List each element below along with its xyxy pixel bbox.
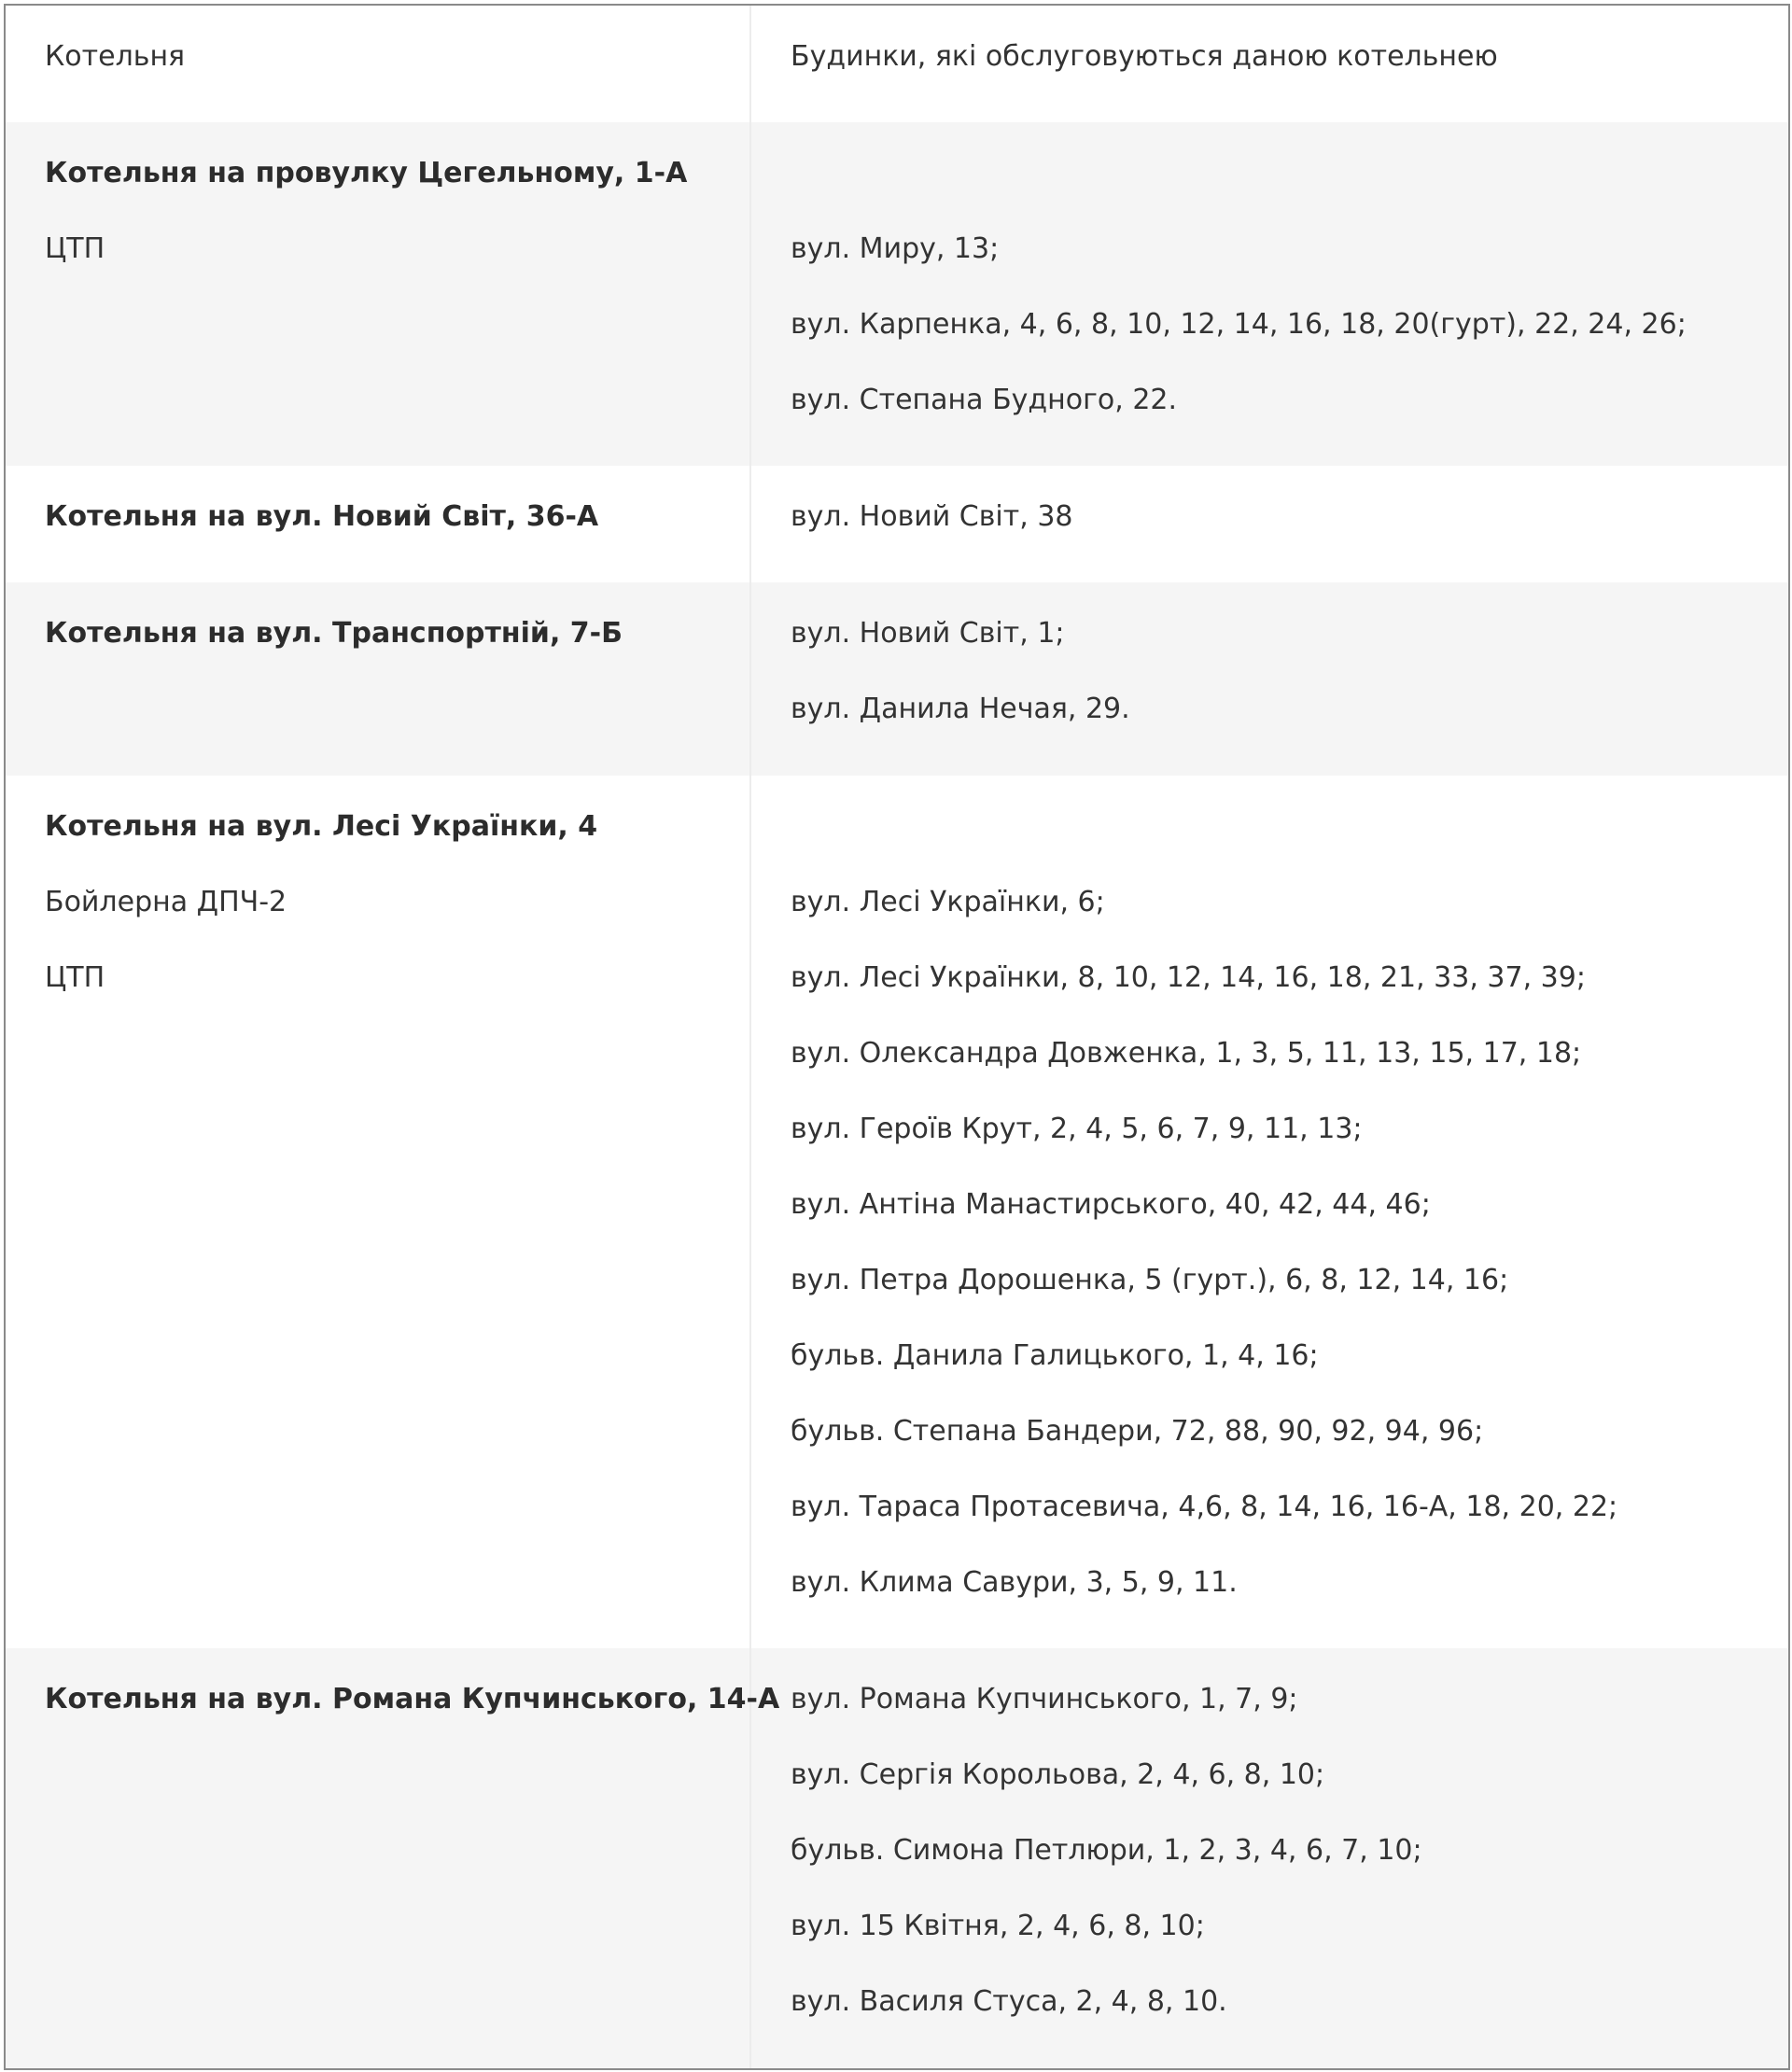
- building-address: вул. Клима Савури, 3, 5, 9, 11.: [791, 1566, 1238, 1599]
- building-address: вул. Новий Світ, 1;: [791, 617, 1065, 650]
- building-address: вул. Олександра Довженка, 1, 3, 5, 11, 13, 15, 17, 18;: [791, 1037, 1582, 1070]
- building-address: вул. Романа Купчинського, 1, 7, 9;: [791, 1683, 1298, 1715]
- boiler-houses-table: [6, 6, 1788, 2070]
- boiler-house-name: Котельня на вул. Транспортній, 7-Б: [45, 617, 623, 650]
- table-frame: [4, 4, 1790, 2070]
- boiler-house-subitem: ЦТП: [45, 961, 105, 994]
- building-address: вул. Карпенка, 4, 6, 8, 10, 12, 14, 16, 18, 20(гурт), 22, 24, 26;: [791, 308, 1687, 341]
- buildings-cell: [750, 776, 1788, 1648]
- building-address: вул. Лесі Українки, 6;: [791, 886, 1105, 918]
- table-row: [6, 776, 1788, 1648]
- boiler-house-name: Котельня на вул. Новий Світ, 36-А: [45, 500, 599, 533]
- building-address: бульв. Степана Бандери, 72, 88, 90, 92, 94, 96;: [791, 1415, 1484, 1448]
- building-address: вул. Героїв Крут, 2, 4, 5, 6, 7, 9, 11, 13;: [791, 1113, 1363, 1145]
- boiler-house-cell: [6, 466, 750, 582]
- boiler-house-subitem: Бойлерна ДПЧ-2: [45, 886, 287, 918]
- boiler-house-cell: [6, 1648, 780, 2070]
- boiler-house-name: Котельня на вул. Романа Купчинського, 14-А: [45, 1683, 780, 1715]
- table-row: [6, 122, 1788, 466]
- building-address: вул. 15 Квітня, 2, 4, 6, 8, 10;: [791, 1910, 1205, 1942]
- building-address: вул. Миру, 13;: [791, 232, 1000, 265]
- building-address: вул. Данила Нечая, 29.: [791, 693, 1130, 725]
- buildings-cell: [750, 122, 1788, 466]
- buildings-cell: [750, 466, 1788, 582]
- spacer: [791, 155, 1788, 192]
- boiler-house-subitem: ЦТП: [45, 232, 105, 265]
- building-address: вул. Степана Будного, 22.: [791, 384, 1178, 416]
- table-row: [6, 582, 1788, 776]
- building-address: вул. Новий Світ, 38: [791, 500, 1073, 533]
- boiler-house-cell: [6, 776, 750, 1648]
- boiler-house-name: Котельня на вул. Лесі Українки, 4: [45, 810, 598, 843]
- boiler-house-name: Котельня на провулку Цегельному, 1-А: [45, 157, 688, 189]
- boiler-house-cell: [6, 122, 750, 466]
- building-address: вул. Василя Стуса, 2, 4, 8, 10.: [791, 1985, 1227, 2018]
- buildings-cell: [750, 1648, 1788, 2070]
- building-address: вул. Антіна Манастирського, 40, 42, 44, 46;: [791, 1188, 1431, 1221]
- building-address: вул. Петра Дорошенка, 5 (гурт.), 6, 8, 12, 14, 16;: [791, 1264, 1509, 1296]
- buildings-cell: [750, 582, 1788, 776]
- header-served-buildings: Будинки, які обслуговуються даною котельнею: [750, 6, 1788, 122]
- table-header-row: [6, 6, 1788, 122]
- building-address: вул. Тараса Протасевича, 4,6, 8, 14, 16, 16-А, 18, 20, 22;: [791, 1491, 1618, 1523]
- spacer: [791, 808, 1788, 846]
- table-row: [6, 466, 1788, 582]
- boiler-house-cell: [6, 582, 750, 776]
- building-address: бульв. Данила Галицького, 1, 4, 16;: [791, 1339, 1319, 1372]
- building-address: бульв. Симона Петлюри, 1, 2, 3, 4, 6, 7, 10;: [791, 1834, 1422, 1867]
- header-boiler-house: Котельня: [45, 40, 186, 73]
- table-row: [6, 1648, 1788, 2070]
- building-address: вул. Сергія Корольова, 2, 4, 6, 8, 10;: [791, 1758, 1325, 1791]
- building-address: вул. Лесі Українки, 8, 10, 12, 14, 16, 18, 21, 33, 37, 39;: [791, 961, 1586, 994]
